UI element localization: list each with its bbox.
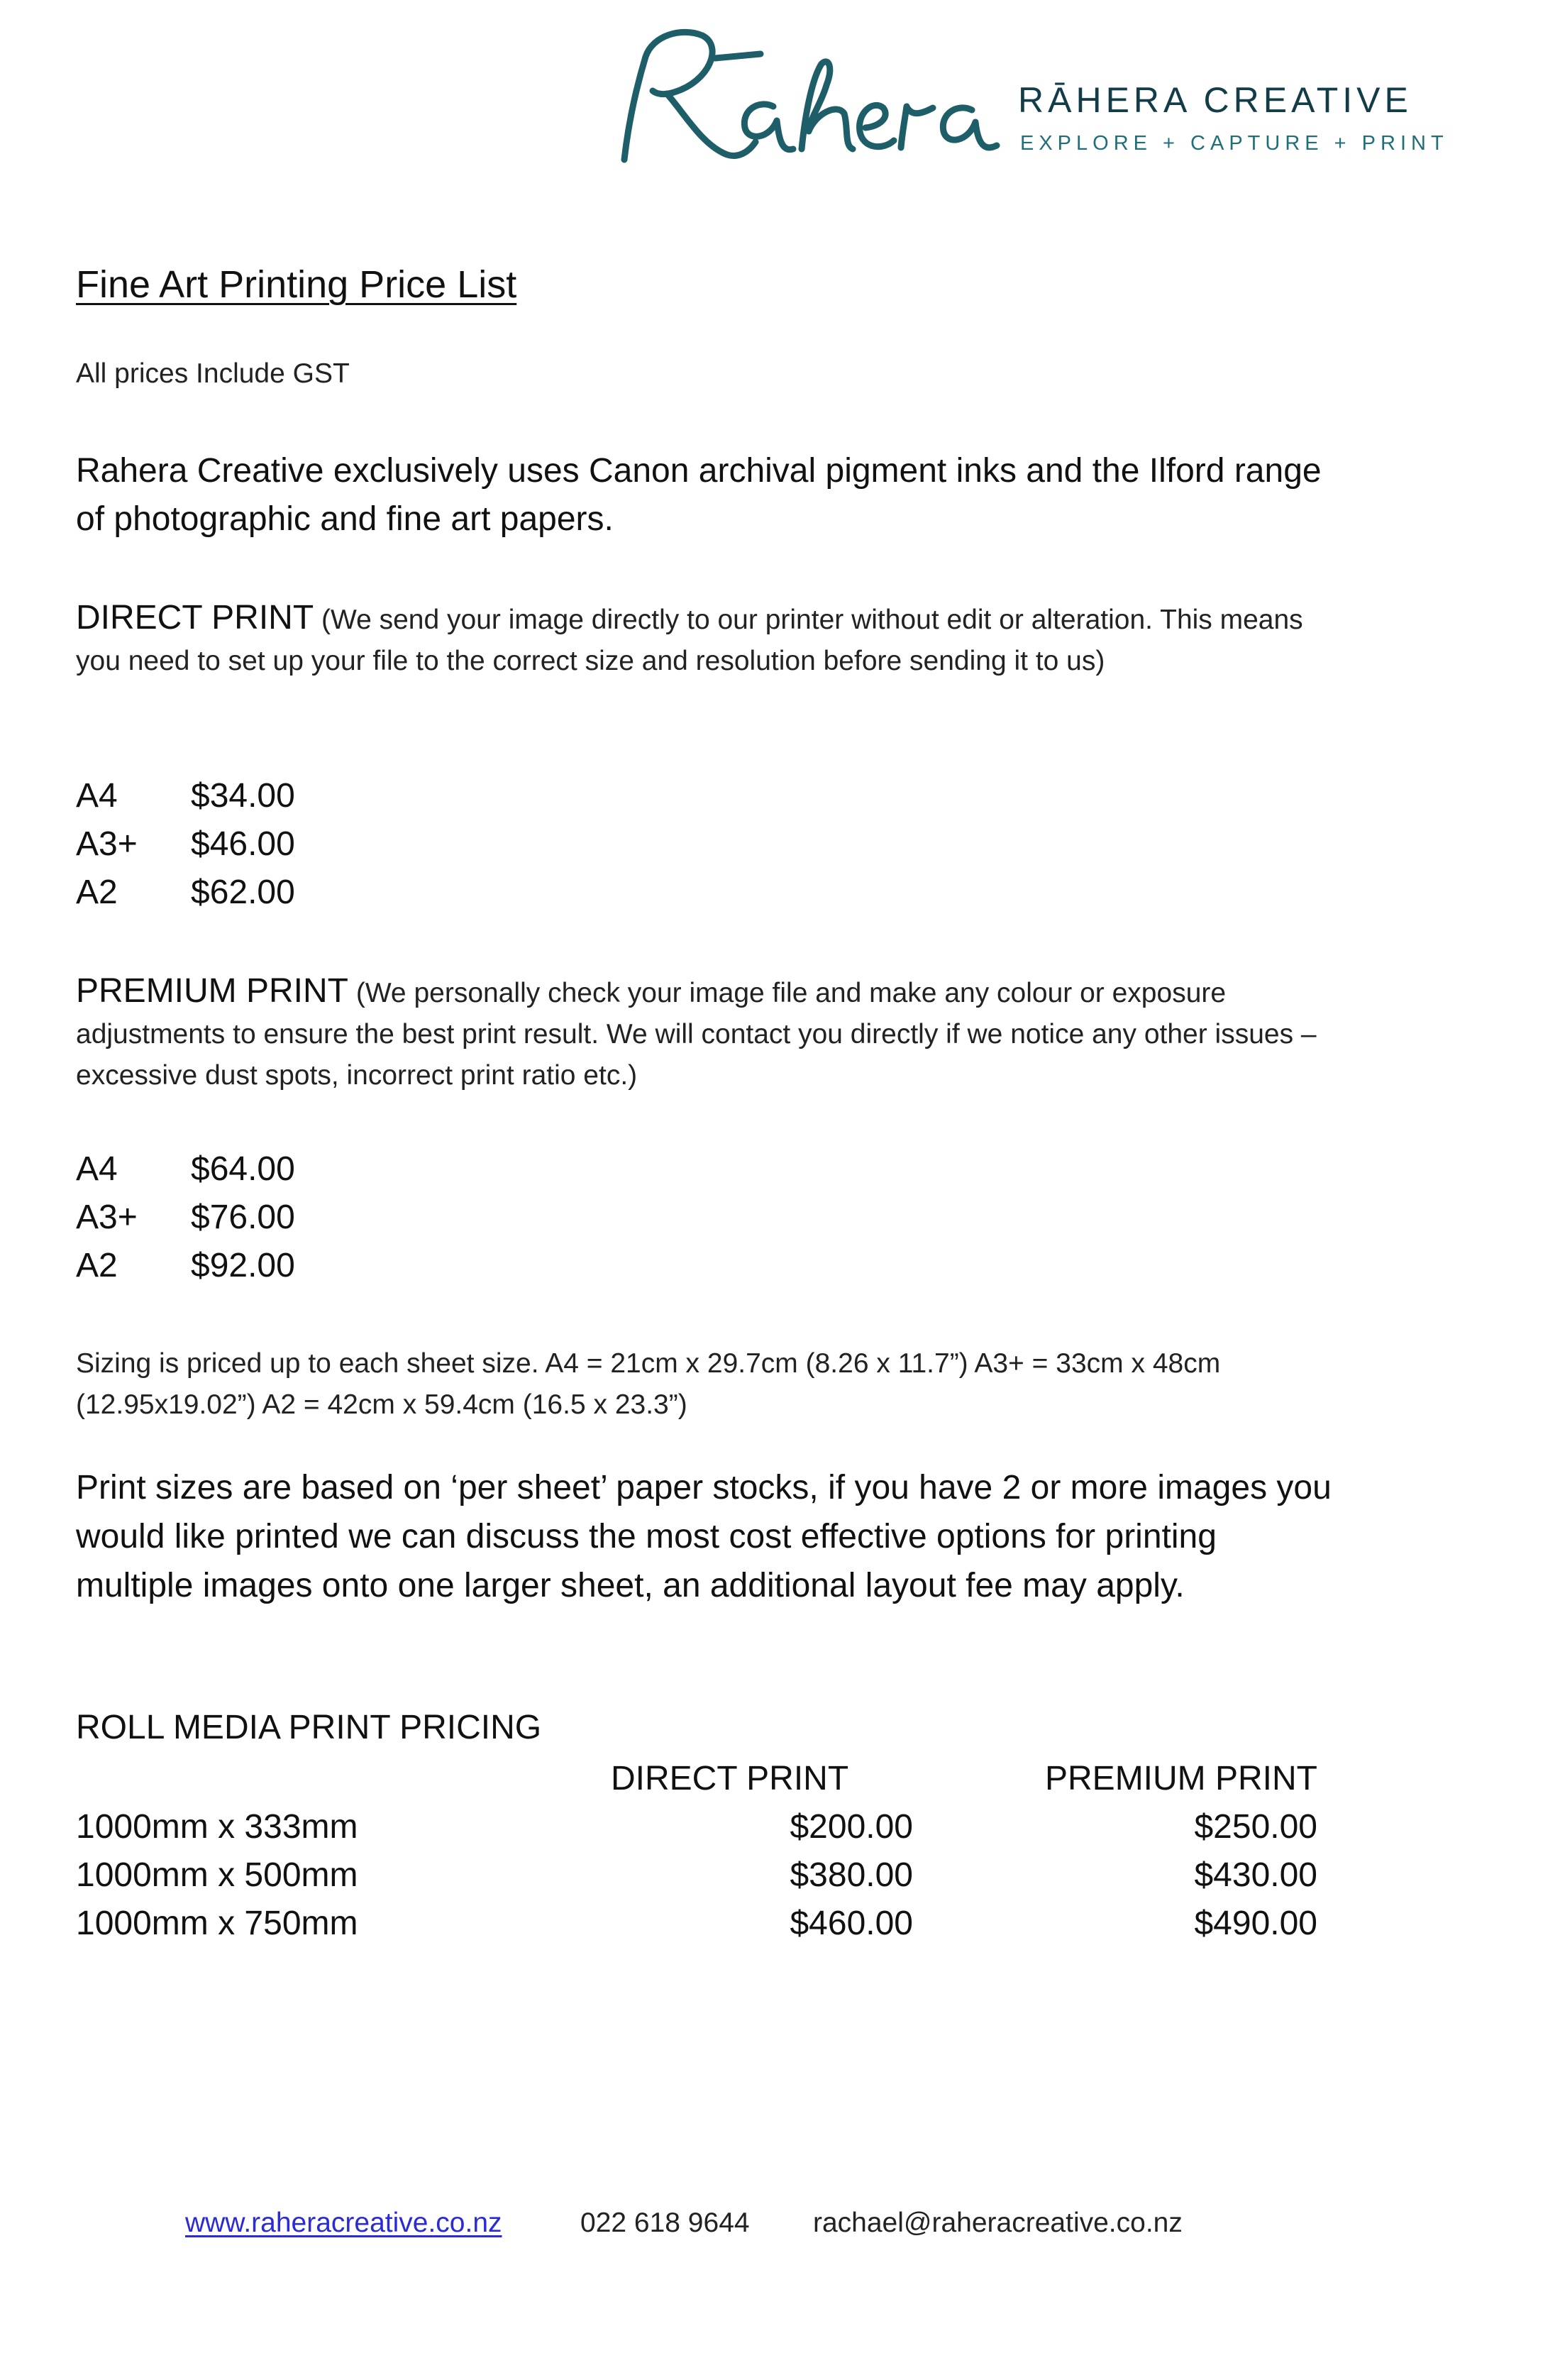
roll-size: 1000mm x 500mm [76,1856,358,1894]
price-size: A3+ [76,825,138,863]
roll-size: 1000mm x 333mm [76,1808,358,1846]
price-row [76,820,295,869]
brand-tagline: EXPLORE + CAPTURE + PRINT [1020,132,1449,155]
price-row [76,1242,295,1290]
price-value: $62.00 [191,874,295,911]
price-size: A4 [76,777,118,815]
direct-print-description: (We send your image directly to our printer without edit or alteration. This means you need to set up your file to the correct size and resolution before sending it to us) [76,605,1303,676]
website-link[interactable]: www.raheracreative.co.nz [185,2208,502,2238]
price-value: $92.00 [191,1247,295,1284]
price-size: A3+ [76,1199,138,1236]
premium-print-heading: PREMIUM PRINT [76,972,348,1010]
roll-direct-price: $200.00 [790,1808,913,1846]
rahera-script-logo-icon [596,14,1007,170]
roll-premium-price: $430.00 [1194,1856,1317,1894]
price-size: A2 [76,874,118,911]
direct-print-heading: DIRECT PRINT [76,599,314,637]
price-value: $46.00 [191,825,295,863]
roll-media-heading: ROLL MEDIA PRINT PRICING [76,1709,542,1746]
table-row [76,1900,1317,1948]
premium-print-description: (We personally check your image file and make any colour or exposure adjustments to ensure the best print result. We will contact you directly if we notice any other issues – excessive dust spots, incorrect print ratio etc.) [76,978,1317,1091]
table-header [76,1755,1317,1803]
column-header-direct: DIRECT PRINT [611,1760,849,1797]
page-title: Fine Art Printing Price List [76,263,517,306]
price-row [76,869,295,917]
roll-direct-price: $460.00 [790,1905,913,1942]
direct-print-price-list [76,772,295,917]
price-row [76,1145,295,1194]
price-size: A2 [76,1247,118,1284]
price-row [76,1194,295,1242]
phone-number: 022 618 9644 [580,2208,750,2238]
column-header-premium: PREMIUM PRINT [1045,1760,1317,1797]
price-size: A4 [76,1150,118,1188]
premium-print-section [76,971,1339,1096]
direct-print-section [76,597,1339,682]
email-address: rachael@raheracreative.co.nz [813,2208,1183,2238]
price-value: $76.00 [191,1199,295,1236]
intro-paragraph: Rahera Creative exclusively uses Canon archival pigment inks and the Ilford range of photographic and fine art papers. [76,452,1322,538]
roll-media-table [76,1755,1317,1948]
sizing-note: Sizing is priced up to each sheet size. A4 = 21cm x 29.7cm (8.26 x 11.7”) A3+ = 33cm x 48cm (12.95x19.02”) A2 = 42cm x 59.4cm (16.5 x 23.3”) [76,1348,1221,1420]
roll-premium-price: $490.00 [1194,1905,1317,1942]
premium-print-price-list [76,1145,295,1290]
price-value: $34.00 [191,777,295,815]
price-row [76,772,295,820]
sheet-note: Print sizes are based on ‘per sheet’ paper stocks, if you have 2 or more images you would like printed we can discuss the most cost effective options for printing multiple images onto one larger sheet, an additional layout fee may apply. [76,1469,1332,1604]
rahera-creative-logo [596,14,1449,170]
gst-note: All prices Include GST [76,358,350,389]
table-row [76,1803,1317,1851]
roll-premium-price: $250.00 [1194,1808,1317,1846]
roll-size: 1000mm x 750mm [76,1905,358,1942]
price-value: $64.00 [191,1150,295,1188]
brand-name: RĀHERA CREATIVE [1018,80,1412,120]
table-row [76,1851,1317,1900]
roll-direct-price: $380.00 [790,1856,913,1894]
